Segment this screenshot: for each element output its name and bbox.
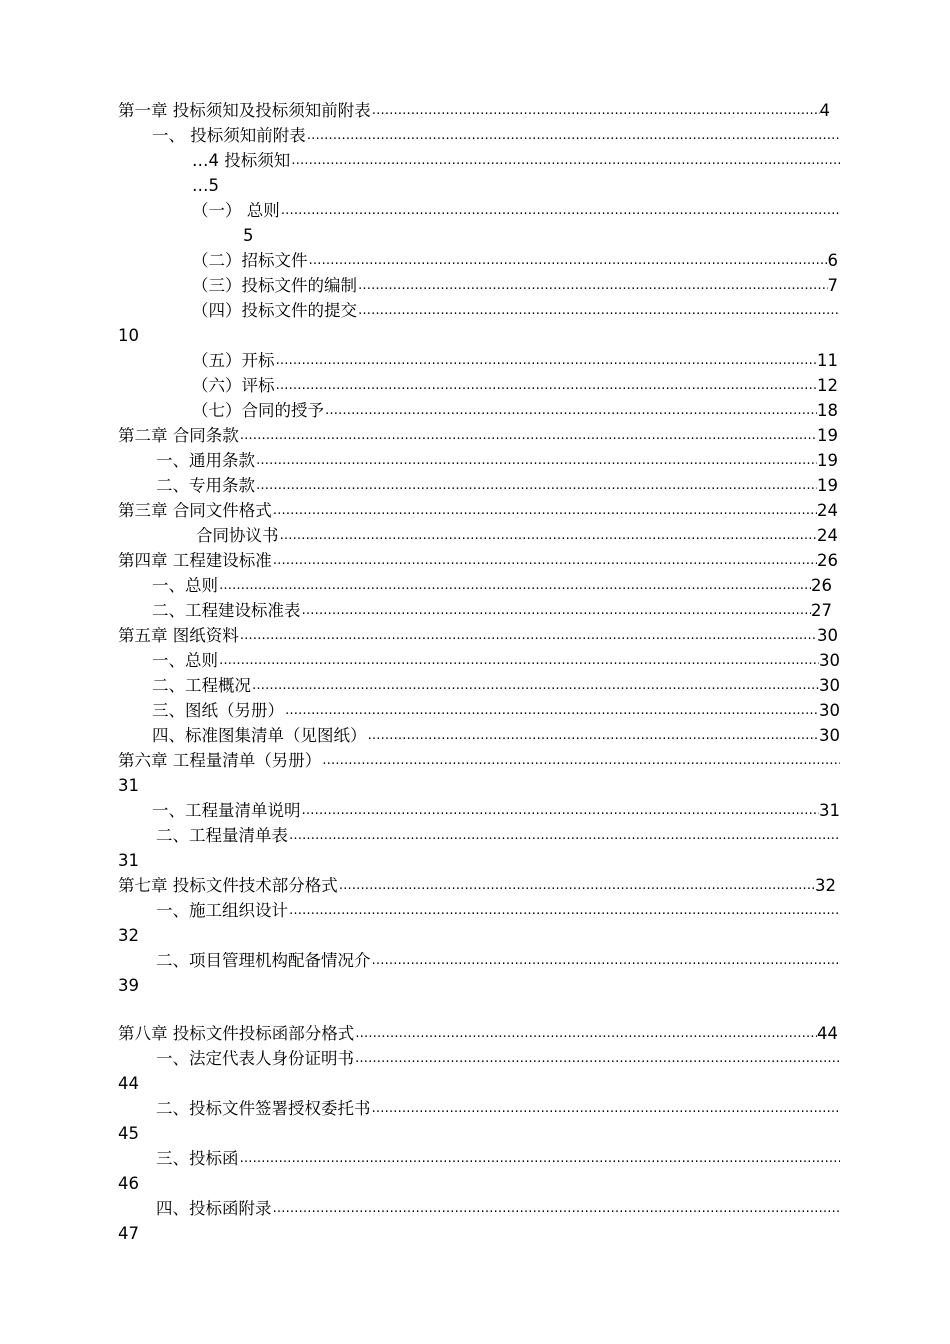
toc-entry-page: 26 [811,576,832,595]
toc-entry[interactable] [118,424,838,448]
toc-page-number-continuation: 47 [118,1224,139,1243]
toc-leader-dots [306,124,840,148]
toc-entry-title: 第五章 图纸资料 [118,626,239,645]
toc-entry[interactable] [118,1022,838,1046]
toc-entry-title: 二、工程概况 [152,676,251,695]
toc-entry-title: （四）投标文件的提交 [192,301,357,320]
toc-entry-title: 第三章 合同文件格式 [118,501,272,520]
toc-page-number-continuation: 44 [118,1074,139,1093]
toc-entry-title: （一） 总则 [192,201,280,220]
toc-leader-dots [308,249,828,273]
toc-entry-page: 30 [817,626,838,645]
toc-entry[interactable] [152,124,840,148]
toc-entry[interactable] [192,299,840,323]
toc-entry[interactable] [152,699,840,723]
toc-page-number-continuation: 45 [118,1124,139,1143]
toc-entry-page: 30 [819,676,840,695]
toc-leader-dots [272,499,817,523]
toc-leader-dots [218,649,819,673]
toc-entry-title: 二、工程建设标准表 [152,601,301,620]
toc-entry-title: 二、项目管理机构配备情况介 [156,951,371,970]
toc-leader-dots [371,1097,841,1121]
toc-entry[interactable] [156,1047,840,1071]
toc-leader-dots [288,899,840,923]
toc-entry-title: 第一章 投标须知及投标须知前附表 [118,101,371,120]
toc-entry-page: 30 [819,651,840,670]
toc-page-number-continuation: 31 [118,851,139,870]
toc-entry-title: 一、 投标须知前附表 [152,126,306,145]
toc-entry-title: 二、工程量清单表 [156,826,288,845]
toc-leader-dots [275,374,818,398]
toc-leader-dots [357,274,828,298]
toc-entry-page: 11 [817,351,838,370]
toc-entry-title: 四、标准图集清单（见图纸） [152,726,367,745]
toc-entry[interactable] [192,249,838,273]
toc-entry-title: （二）招标文件 [192,251,308,270]
toc-leader-dots [218,574,811,598]
toc-entry[interactable] [152,799,840,823]
toc-leader-dots [279,524,818,548]
toc-entry[interactable] [156,1097,840,1121]
toc-leader-dots [301,599,812,623]
toc-entry-page: 26 [817,551,838,570]
toc-leader-dots [272,1197,841,1221]
toc-entry-page: 24 [817,526,838,545]
toc-entry-page: 19 [817,476,838,495]
toc-entry-page: 30 [819,726,840,745]
toc-leader-dots [239,424,817,448]
toc-entry-title: 一、法定代表人身份证明书 [156,1049,354,1068]
toc-entry-title: 第八章 投标文件投标函部分格式 [118,1024,355,1043]
toc-entry-page: 24 [817,501,838,520]
toc-entry-title: 第二章 合同条款 [118,426,239,445]
toc-entry[interactable] [118,624,838,648]
toc-entry[interactable] [192,274,838,298]
toc-entry[interactable] [118,99,830,123]
toc-entry[interactable] [118,874,836,898]
toc-leader-dots [354,1047,840,1071]
toc-entry-page: 19 [817,451,838,470]
toc-leader-dots [290,149,840,173]
toc-entry[interactable] [192,374,838,398]
toc-entry[interactable] [192,349,838,373]
toc-entry[interactable] [156,1147,840,1171]
toc-entry[interactable] [192,199,840,223]
toc-leader-dots [367,724,820,748]
toc-leader-dots [301,799,820,823]
toc-page-number-continuation: 32 [118,926,139,945]
toc-page-number-continuation: 46 [118,1174,139,1193]
toc-entry[interactable] [156,949,840,973]
toc-leader-dots [338,874,815,898]
toc-page-number-continuation: …5 [192,176,219,195]
toc-entry-title: 第四章 工程建设标准 [118,551,272,570]
toc-leader-dots [371,99,820,123]
toc-entry[interactable] [156,474,838,498]
toc-entry[interactable] [156,1197,840,1221]
toc-entry[interactable] [118,499,838,523]
toc-entry-page: 32 [815,876,836,895]
toc-leader-dots [255,449,817,473]
toc-entry-title: 一、施工组织设计 [156,901,288,920]
toc-entry-page: 7 [827,276,838,295]
toc-entry[interactable] [156,449,838,473]
toc-entry-title: （六）评标 [192,376,275,395]
toc-entry-title: （五）开标 [192,351,275,370]
toc-entry[interactable] [152,599,832,623]
toc-leader-dots [321,749,840,773]
toc-entry-title: 一、通用条款 [156,451,255,470]
toc-entry-title: 三、图纸（另册） [152,701,284,720]
toc-entry-page: 6 [827,251,838,270]
toc-leader-dots [251,674,819,698]
toc-page-number-continuation: 31 [118,776,139,795]
toc-entry[interactable] [152,674,840,698]
toc-entry-title: 四、投标函附录 [156,1199,272,1218]
toc-leader-dots [272,549,817,573]
toc-entry[interactable] [196,524,838,548]
toc-leader-dots [239,624,817,648]
toc-entry-title: （三）投标文件的编制 [192,276,357,295]
toc-page-number-continuation: 5 [243,226,254,245]
toc-entry[interactable] [118,549,838,573]
toc-entry-page: 27 [811,601,832,620]
toc-entry-page: 44 [817,1024,838,1043]
toc-entry-title: 三、投标函 [156,1149,239,1168]
toc-leader-dots [275,349,818,373]
toc-entry-title: 第六章 工程量清单（另册） [118,751,322,770]
toc-entry-title: 二、专用条款 [156,476,255,495]
toc-leader-dots [371,949,841,973]
toc-entry[interactable] [152,574,832,598]
toc-leader-dots [354,1022,817,1046]
toc-entry-page: 18 [817,401,838,420]
toc-page-number-continuation: 39 [118,976,139,995]
toc-entry[interactable] [118,749,840,773]
toc-leader-dots [288,824,840,848]
toc-entry[interactable] [152,724,840,748]
toc-leader-dots [280,199,840,223]
toc-page-number-continuation: 10 [118,326,139,345]
toc-entry-page: 30 [819,701,840,720]
toc-leader-dots [255,474,817,498]
toc-entry[interactable] [156,899,840,923]
toc-leader-dots [284,699,819,723]
toc-leader-dots [324,399,817,423]
toc-entry[interactable] [192,399,838,423]
toc-entry-title: 一、总则 [152,651,218,670]
toc-leader-dots [239,1147,841,1171]
toc-entry-title: 二、投标文件签署授权委托书 [156,1099,371,1118]
toc-entry-page: 19 [817,426,838,445]
toc-leader-dots [357,299,840,323]
toc-entry-title: 合同协议书 [196,526,279,545]
toc-entry[interactable] [156,824,840,848]
toc-entry-title: …4 投标须知 [192,151,291,170]
toc-entry[interactable] [192,149,840,173]
toc-entry[interactable] [152,649,840,673]
toc-entry-page: 4 [819,101,830,120]
toc-entry-page: 31 [819,801,840,820]
toc-entry-title: 一、总则 [152,576,218,595]
toc-entry-title: 第七章 投标文件技术部分格式 [118,876,338,895]
toc-entry-title: （七）合同的授予 [192,401,324,420]
toc-entry-title: 一、工程量清单说明 [152,801,301,820]
toc-entry-page: 12 [817,376,838,395]
